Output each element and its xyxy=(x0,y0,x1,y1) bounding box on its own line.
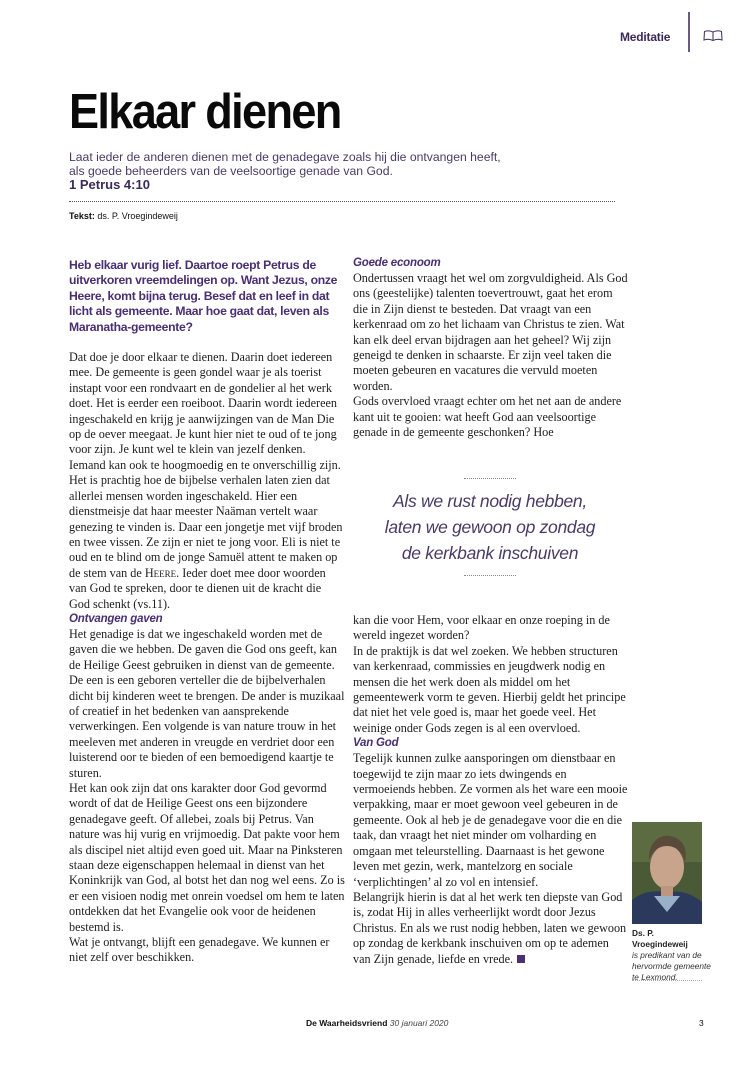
subheading: Ontvangen gaven xyxy=(69,612,163,625)
section-divider xyxy=(688,12,690,52)
section-label: Meditatie xyxy=(620,30,671,44)
pull-quote xyxy=(345,478,635,576)
author-caption xyxy=(632,928,712,983)
scripture-intro xyxy=(69,150,629,193)
subheading: Van God xyxy=(353,737,399,750)
body-paragraph: Het is prachtig hoe de bijbelse verhalen laten zien dat allerlei mensen worden ingeschakeld. Hier een dienstmeisje dat haar meester Naäman vertelt waar genezing te vinden is. Daar een jongetje met vijf broden en twee vissen. Ze zijn er niet te jong voor. Eli is niet te oud en te blind om de jonge Samuël attent te maken op de stem van de Heere. Ieder doet mee door woorden van God te spreken, door te dienen uit de kracht die God schenkt (vs.11). xyxy=(69,473,343,611)
body-paragraph: Ondertussen vraagt het wel om zorgvuldigheid. Als God ons (geestelijke) talenten toevertrouwt, gaat het erom die in Zijn dienst te besteden. Dat vraagt van een kerkenraad om zo het lichaam van Christus te zien. Wat kan elk deel ervan bijdragen aan het geheel? Wij zijn geneigd te denken in schaarste. Er zijn veel taken die moeten gebeuren en vacatures die vervuld moeten worden. xyxy=(353,271,628,393)
left-column xyxy=(69,258,345,966)
right-column-top xyxy=(353,256,629,440)
body-paragraph: Dat doe je door elkaar te dienen. Daarin doet iedereen mee. De gemeente is geen gondel waar je als toerist instapt voor een rondvaart en de gondelier al het werk doet. Het is eerder een roeiboot. Daarin wordt iedereen ingeschakeld en krijg je aanwijzingen van de Man Die op de oever meegaat. Je kunt hier niet te oud of te jong voor zijn. Je kunt wel te klein van jezelf denken. Iemand kan ook te hoogmoedig en te onverschillig zijn. xyxy=(69,350,341,472)
author-name: Ds. P. Vroegindeweij xyxy=(632,928,688,949)
dotted-divider xyxy=(69,201,615,202)
author-photo xyxy=(632,822,702,924)
right-column-bottom xyxy=(353,613,629,967)
body-paragraph: Gods overvloed vraagt echter om het net aan de andere kant uit te gooien: wat heeft God aan veelsoortige genade in de gemeente geschonken? Hoe xyxy=(353,394,622,440)
caption-divider xyxy=(632,980,702,981)
intro-line: als goede beheerders van de veelsoortige genade van God. xyxy=(69,164,393,179)
scripture-reference: 1 Petrus 4:10 xyxy=(69,177,150,193)
open-book-icon xyxy=(703,30,723,42)
footer xyxy=(306,1018,448,1028)
body-paragraph: Het kan ook zijn dat ons karakter door God gevormd wordt of dat de Heilige Geest ons een bijzondere genadegave geeft. Of allebei, zoals bij Petrus. Van nature was hij vurig en vrijmoedig. Dat pakte voor hem als discipel niet altijd even goed uit. Maar na Pinksteren staan deze eigenschappen helemaal in dienst van het Koninkrijk van God, al botst het dan nog wel eens. Zo is er een visioen nodig met onrein voedsel om hem te laten ontdekken dat het Evangelie ook voor de heidenen bestemd is. xyxy=(69,781,345,934)
page-number: 3 xyxy=(699,1018,704,1028)
body-paragraph: Het genadige is dat we ingeschakeld worden met de gaven die we hebben. De gaven die God ons geeft, kan de Heilige Geest gebruiken in dienst van de gemeente. De een is een geboren verteller die de bijbelverhalen dicht bij kinderen weet te brengen. De ander is muzikaal of creatief in het bedenken van aansprekende verwerkingen. Een volgende is van nature trouw in het meeleven met anderen in vreugde en verdriet door een luisterend oor te bieden of een bemoedigend kaartje te sturen. xyxy=(69,626,345,780)
end-mark-icon xyxy=(517,955,525,963)
intro-line: Laat ieder de anderen dienen met de genadegave zoals hij die ontvangen heeft, xyxy=(69,150,501,164)
body-paragraph: kan die voor Hem, voor elkaar en onze roeping in de wereld ingezet worden? xyxy=(353,613,610,643)
publication-date: 30 januari 2020 xyxy=(389,1018,449,1028)
pull-quote-divider xyxy=(464,478,516,479)
author-description: is predikant van de hervormde gemeente te Lexmond. xyxy=(632,950,711,982)
body-paragraph: Belangrijk hierin is dat al het werk ten diepste van God is, zodat Hij in alles verheerlijkt wordt door Jezus Christus. En als we rust nodig hebben, laten we gewoon op zondag de kerkbank inschuiven om op te ademen van Zijn genade, liefde en vrede. xyxy=(353,889,627,966)
byline xyxy=(69,211,178,221)
body-paragraph: In de praktijk is dat wel zoeken. We hebben structuren van kerkenraad, commissies en jeugdwerk nodig en mensen die het werk doen als middel om het gemeentewerk vorm te geven. Hierbij geldt het principe dat niet het vele goed is, maar het goede veel. Het weinige onder Gods zegen is al een overvloed. xyxy=(353,643,626,735)
body-paragraph: Tegelijk kunnen zulke aansporingen om dienstbaar en toegewijd te zijn maar zo iets dwingends en vermoeiends hebben. Ze vormen als het ware een mooie verpakking, maar er moet gewoon veel gebeuren in de gemeente. Ook al heb je de genadegave voor die en die taak, dan vraagt het niet minder om volharding en omgaan met teleurstelling. Daarnaast is het gewone leven met gezin, werk, mantelzorg en sociale ‘verplichtingen’ al zo vol en intensief. xyxy=(353,751,628,889)
lead-paragraph: Heb elkaar vurig lief. Daartoe roept Petrus de uitverkoren vreemdelingen op. Want Jezus, onze Heere, komt bijna terug. Besef dat en leef in dat licht als gemeente. Maar hoe gaat dat, leven als Maranatha-gemeente? xyxy=(69,258,338,334)
publication-name: De Waarheidsvriend xyxy=(306,1018,388,1028)
subheading: Goede econoom xyxy=(353,257,441,269)
pull-quote-divider xyxy=(464,575,516,576)
body-paragraph: Wat je ontvangt, blijft een genadegave. We kunnen er niet zelf over beschikken. xyxy=(69,935,330,965)
pull-quote-text: Als we rust nodig hebben, laten we gewoon op zondag de kerkbank inschuiven xyxy=(384,491,596,563)
byline-label: Tekst: xyxy=(69,211,95,221)
article-title: Elkaar dienen xyxy=(69,85,341,139)
byline-author: ds. P. Vroegindeweij xyxy=(97,211,178,221)
